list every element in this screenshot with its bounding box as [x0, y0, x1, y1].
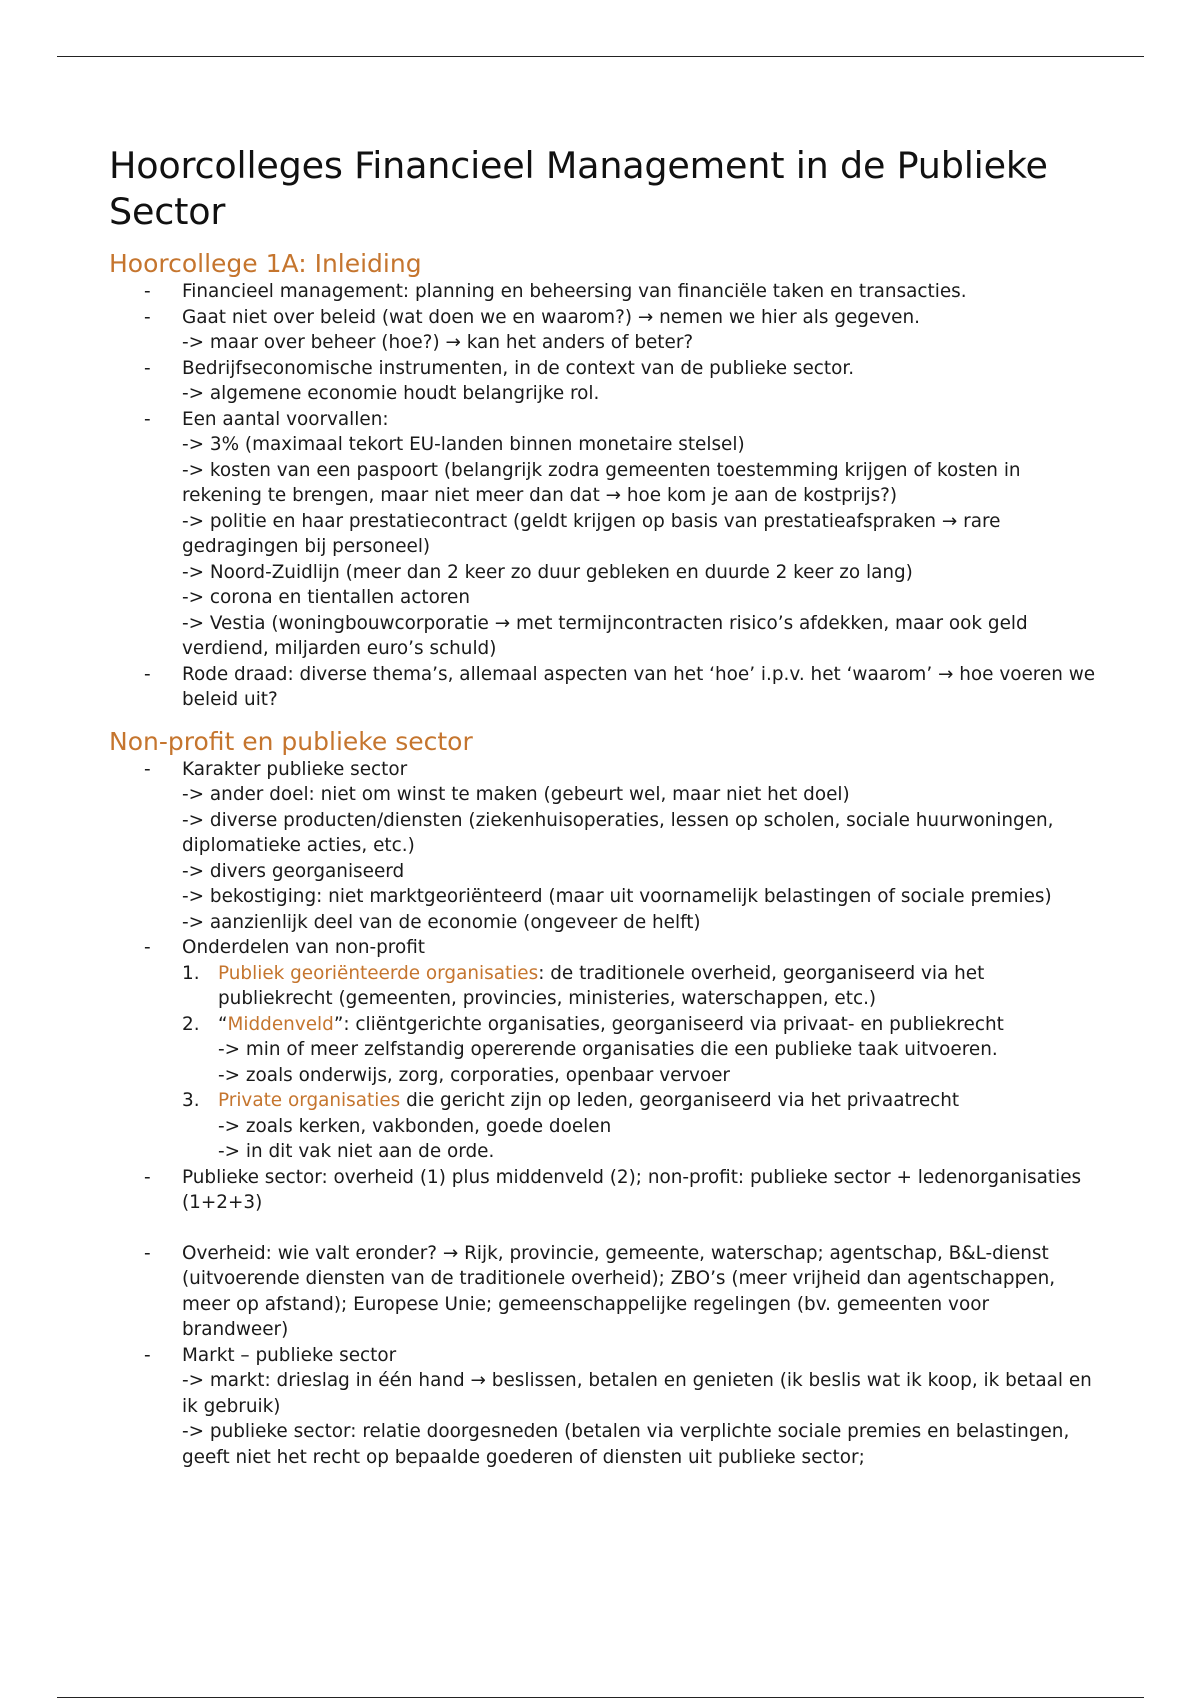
numbered-item: 2. “Middenveld”: cliëntgerichte organisaties, georganiseerd via privaat- en publiekrecht -> min of meer zelfstandig opererende organisaties die een publieke taak uitvoeren. -> zoals onderwijs, zorg, corporaties, openbaar vervoer [182, 1013, 1004, 1086]
list-item: - Rode draad: diverse thema’s, allemaal aspecten van het ‘hoe’ i.p.v. het ‘waarom’ → hoe voeren we beleid uit? [144, 663, 1096, 710]
accent-term: Middenveld [227, 1013, 334, 1035]
bottom-rule [57, 1697, 1144, 1698]
document-page [109, 143, 1099, 1470]
accent-term: Publiek georiënteerde organisaties [218, 962, 539, 984]
numbered-item: 3. Private organisaties die gericht zijn op leden, georganiseerd via het privaatrecht -> zoals kerken, vakbonden, goede doelen -> in dit vak niet aan de orde. [182, 1090, 960, 1162]
list-item: - Gaat niet over beleid (wat doen we en waarom?) → nemen we hier als gegeven. -> maar over beheer (hoe?) → kan het anders of beter? [144, 306, 920, 353]
numbered-item: 1. Publiek georiënteerde organisaties: de traditionele overheid, georganiseerd via het publiekrecht (gemeenten, provincies, ministeries, waterschappen, etc.) [182, 962, 985, 1009]
document-title: Hoorcolleges Financieel Management in de Publieke Sector [109, 144, 1048, 233]
accent-term: Private organisaties [218, 1090, 401, 1111]
list-item: - Een aantal voorvallen: -> 3% (maximaal tekort EU-landen binnen monetaire stelsel) -> kosten van een paspoort (belangrijk zodra gemeenten toestemming krijgen of kosten in rekening te brengen, maar niet meer dan dat → hoe kom je aan de kostprijs?) -> politie en haar prestatiecontract (geldt krijgen op basis van prestatieafspraken → rare gedragingen bij personeel) -> Noord-Zuidlijn (meer dan 2 keer zo duur gebleken en duurde 2 keer zo lang) -> corona en tientallen actoren -> Vestia (woningbouwcorporatie → met termijncontracten risico’s afdekken, maar ook geld verdiend, miljarden euro’s schuld) [144, 408, 1028, 659]
list-item: - Bedrijfseconomische instrumenten, in de context van de publieke sector. -> algemene economie houdt belangrijke rol. [144, 357, 855, 404]
non-profit-list [109, 757, 1099, 1471]
section-heading-non-profit: Non-profit en publieke sector [109, 726, 473, 756]
list-item: - Overheid: wie valt eronder? → Rijk, provincie, gemeente, waterschap; agentschap, B&L-dienst (uitvoerende diensten van de traditionele overheid); ZBO’s (meer vrijheid dan agentschappen, meer op afstand); Europese Unie; gemeenschappelijke regelingen (bv. gemeenten voor brandweer) [144, 1242, 1056, 1340]
list-item: - Karakter publieke sector -> ander doel: niet om winst te maken (gebeurt wel, maar niet het doel) -> diverse producten/diensten (ziekenhuisoperaties, lessen op scholen, sociale huurwoningen, diplomatieke acties, etc.) -> divers georganiseerd -> bekostiging: niet marktgeoriënteerd (maar uit voornamelijk belastingen of sociale premies) -> aanzienlijk deel van de economie (ongeveer de helft) [144, 758, 1054, 933]
list-item: - Financieel management: planning en beheersing van financiële taken en transacties. [144, 281, 967, 302]
list-item: - Publieke sector: overheid (1) plus middenveld (2); non-profit: publieke sector + ledenorganisaties (1+2+3) [144, 1166, 1082, 1213]
list-item: - Onderdelen van non-profit 1. Publiek georiënteerde organisaties: de traditionele overheid, georganiseerd via het publiekrecht (gemeenten, provincies, ministeries, waterschappen, etc.) 2. “Middenveld”: cliëntgerichte organisaties, georganiseerd via privaat- en publiekrecht -> min of meer zelfstandig opererende organisaties die een publieke taak uitvoeren. -> zoals onderwijs, zorg, corporaties, openbaar vervoer 3. Private organisaties die gericht zijn op leden, georganiseerd via het privaatrecht -> zoals kerken, vakbonden, goede doelen -> in dit vak niet aan de orde. [109, 935, 1099, 1165]
top-rule [57, 56, 1144, 57]
inleiding-list [109, 279, 1099, 713]
list-item: - Markt – publieke sector -> markt: drieslag in één hand → beslissen, betalen en genieten (ik beslis wat ik koop, ik betaal en ik gebruik) -> publieke sector: relatie doorgesneden (betalen via verplichte sociale premies en belastingen, geeft niet het recht op bepaalde goederen of diensten uit publieke sector; [144, 1344, 1092, 1468]
numbered-list [182, 961, 1099, 1165]
section-heading-inleiding: Hoorcollege 1A: Inleiding [109, 249, 422, 278]
